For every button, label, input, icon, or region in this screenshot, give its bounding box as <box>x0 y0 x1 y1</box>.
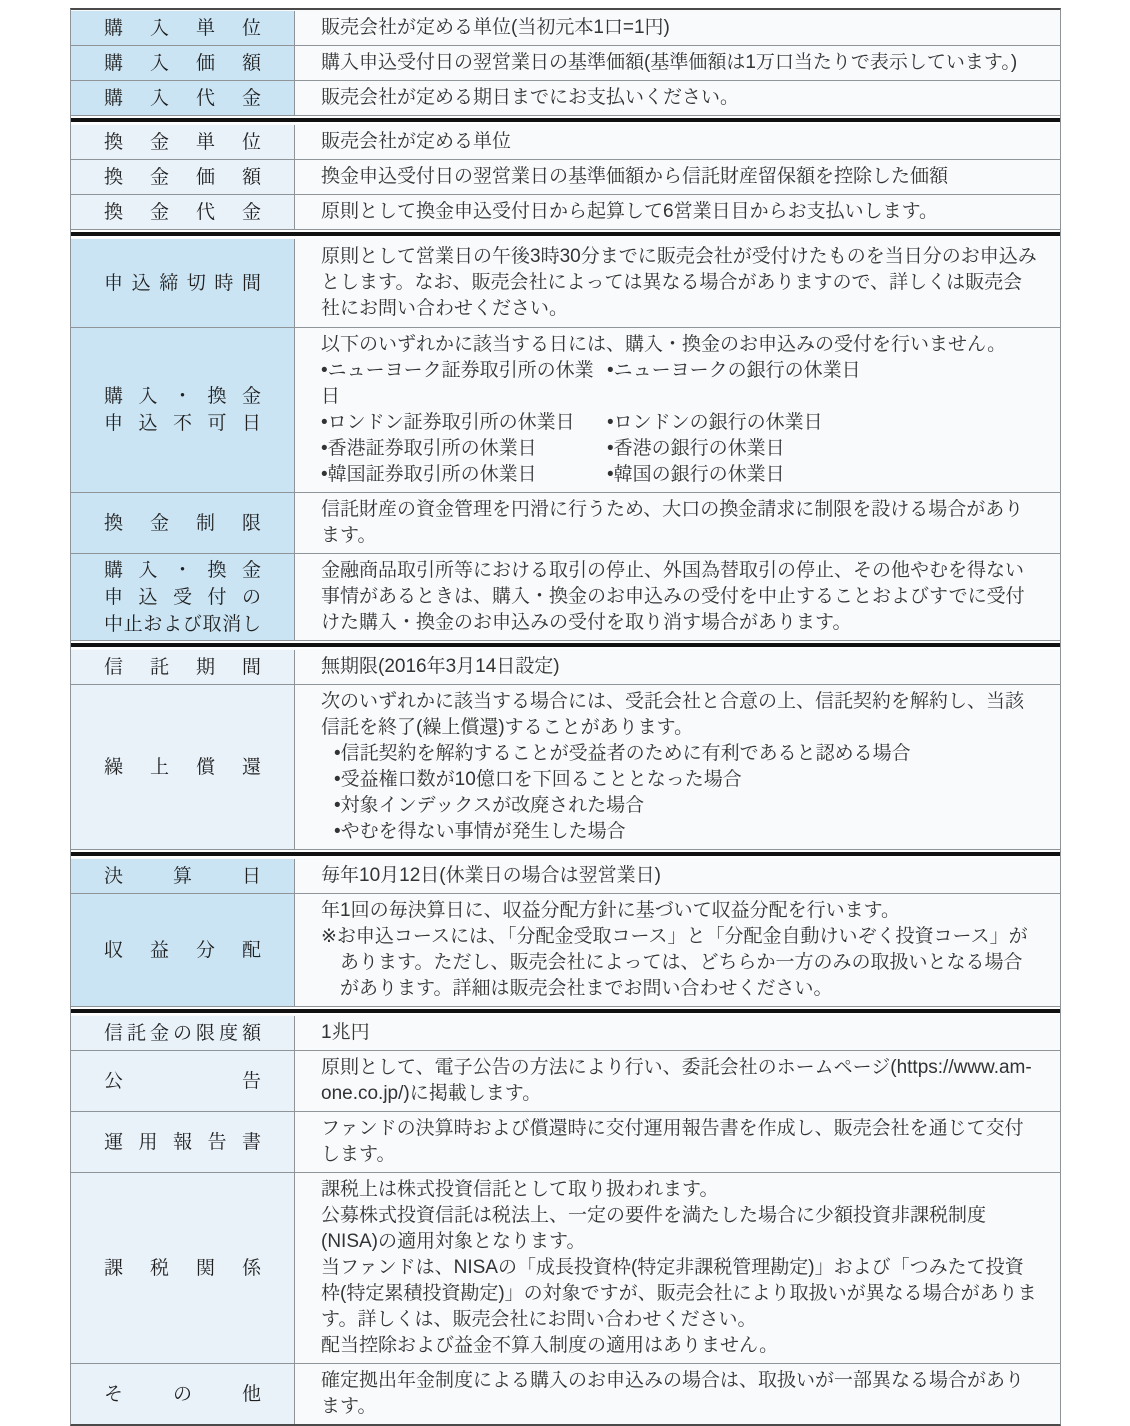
condition-item: •受益権口数が10億口を下回ることとなった場合 <box>334 769 742 790</box>
row-content-settlement-date: 毎年10月12日(休業日の場合は翌営業日) <box>295 859 1060 893</box>
divider-bar <box>71 852 1060 856</box>
divider-bar <box>71 232 1060 236</box>
row-label-trust-limit: 信託金の限度額 <box>71 1016 295 1050</box>
table-row-redemption-unit <box>71 125 1060 160</box>
row-label-redemption-unit: 換金単位 <box>71 125 295 159</box>
row-label-suspension-cancellation: 購入・換金 申込受付の 中止および取消し <box>71 554 295 640</box>
group-trust-period <box>71 649 1060 849</box>
row-content-suspension-cancellation: 金融商品取引所等における取引の停止、外国為替取引の停止、その他やむを得ない事情があるときは、購入・換金のお申込みの受付を中止することおよびすでに受付けた購入・換金のお申込みの受付を取り消す場合があります。 <box>295 554 1060 640</box>
table-row-trust-period <box>71 650 1060 685</box>
holiday-item: •ロンドン証券取引所の休業日 <box>321 412 575 433</box>
row-content-income-distribution: 年1回の毎決算日に、収益分配方針に基づいて収益分配を行います。 ※お申込コースには、「分配金受取コース」と「分配金自動けいぞく投資コース」があります。ただし、販売会社によっては、どちらか一方のみの取扱いとなる場合があります。詳細は販売会社までお問い合わせください。 <box>295 894 1060 1006</box>
row-label-redemption-restriction: 換金制限 <box>71 493 295 553</box>
table-row-purchase-payment <box>71 81 1060 115</box>
group-redemption <box>71 124 1060 229</box>
condition-item: •やむを得ない事情が発生した場合 <box>334 821 626 842</box>
row-content-redemption-price: 換金申込受付日の翌営業日の基準価額から信託財産留保額を控除した価額 <box>295 160 1060 194</box>
row-label-management-report: 運用報告書 <box>71 1112 295 1172</box>
section-divider <box>71 229 1060 238</box>
group-application <box>71 238 1060 640</box>
row-content-public-notice: 原則として、電子公告の方法により行い、委託会社のホームページ(https://www.am-one.co.jp/)に掲載します。 <box>295 1051 1060 1111</box>
divider-bar <box>71 643 1060 647</box>
row-content-early-redemption: 次のいずれかに該当する場合には、受託会社と合意の上、信託契約を解約し、当該信託を終了(繰上償還)することがあります。 •信託契約を解約することが受益者のために有利であると認める場合 •受益権口数が10億口を下回ることとなった場合 •対象インデックスが改廃された場合 •やむを得ない事情が発生した場合 <box>295 685 1060 849</box>
holiday-item: •香港の銀行の休業日 <box>607 438 785 459</box>
row-content-unavailable-days: 以下のいずれかに該当する日には、購入・換金のお申込みの受付を行いません。 •ニューヨーク証券取引所の休業日 •ニューヨークの銀行の休業日 •ロンドン証券取引所の休業日 •ロンドンの銀行の休業日 •香港証券取引所の休業日 •香港の銀行の休業日 •韓国証券取引所の休業日 •韓国の銀行の休業日 <box>295 328 1060 492</box>
table-row-redemption-restriction <box>71 493 1060 554</box>
row-label-early-redemption: 繰上償還 <box>71 685 295 849</box>
row-label-public-notice: 公告 <box>71 1051 295 1111</box>
group-purchase <box>71 10 1060 115</box>
row-content-trust-limit: 1兆円 <box>295 1016 1060 1050</box>
row-label-purchase-price: 購入価額 <box>71 46 295 80</box>
condition-item: •対象インデックスが改廃された場合 <box>334 795 645 816</box>
row-label-purchase-payment: 購入代金 <box>71 81 295 115</box>
row-content-cutoff-time: 原則として営業日の午後3時30分までに販売会社が受付けたものを当日分のお申込みとします。なお、販売会社によっては異なる場合がありますので、詳しくは販売会社にお問い合わせください。 <box>295 239 1060 327</box>
holiday-item: •ニューヨークの銀行の休業日 <box>607 360 861 381</box>
section-divider <box>71 849 1060 858</box>
table-row-early-redemption <box>71 685 1060 849</box>
table-row-suspension-cancellation <box>71 554 1060 640</box>
divider-bar <box>71 118 1060 122</box>
row-label-other: その他 <box>71 1364 295 1424</box>
group-other-terms <box>71 1015 1060 1424</box>
section-divider <box>71 640 1060 649</box>
row-content-redemption-restriction: 信託財産の資金管理を円滑に行うため、大口の換金請求に制限を設ける場合があります。 <box>295 493 1060 553</box>
row-content-management-report: ファンドの決算時および償還時に交付運用報告書を作成し、販売会社を通じて交付します。 <box>295 1112 1060 1172</box>
table-row-purchase-price <box>71 46 1060 81</box>
row-label-income-distribution: 収益分配 <box>71 894 295 1006</box>
row-label-cutoff-time: 申込締切時間 <box>71 239 295 327</box>
row-label-redemption-payment: 換金代金 <box>71 195 295 229</box>
holiday-item: •ロンドンの銀行の休業日 <box>607 412 823 433</box>
row-content-purchase-payment: 販売会社が定める期日までにお支払いください。 <box>295 81 1060 115</box>
row-label-purchase-unit: 購入単位 <box>71 11 295 45</box>
row-content-trust-period: 無期限(2016年3月14日設定) <box>295 650 1060 684</box>
section-divider <box>71 1006 1060 1015</box>
table-row-redemption-payment <box>71 195 1060 229</box>
table-row-purchase-unit <box>71 11 1060 46</box>
holiday-list <box>321 358 1038 488</box>
row-label-settlement-date: 決算日 <box>71 859 295 893</box>
table-row-settlement-date <box>71 859 1060 894</box>
table-row-other <box>71 1364 1060 1424</box>
row-label-taxation: 課税関係 <box>71 1173 295 1363</box>
table-row-redemption-price <box>71 160 1060 195</box>
condition-item: •信託契約を解約することが受益者のために有利であると認める場合 <box>334 743 911 764</box>
table-row-public-notice <box>71 1051 1060 1112</box>
distribution-note: ※お申込コースには、「分配金受取コース」と「分配金自動けいぞく投資コース」があります。ただし、販売会社によっては、どちらか一方のみの取扱いとなる場合があります。詳細は販売会社までお問い合わせください。 <box>321 926 1028 999</box>
row-content-taxation: 課税上は株式投資信託として取り扱われます。 公募株式投資信託は税法上、一定の要件を満たした場合に少額投資非課税制度(NISA)の適用対象となります。 当ファンドは、NISAの「成長投資枠(特定非課税管理勘定)」および「つみたて投資枠(特定累積投資勘定)」の対象ですが、販売会社により取扱いが異なる場合があります。詳しくは、販売会社にお問い合わせください。 配当控除および益金不算入制度の適用はありません。 <box>295 1173 1060 1363</box>
table-row-management-report <box>71 1112 1060 1173</box>
table-row-trust-limit <box>71 1016 1060 1051</box>
early-redemption-conditions <box>321 741 1038 845</box>
table-row-income-distribution <box>71 894 1060 1006</box>
holiday-item: •韓国証券取引所の休業日 <box>321 464 537 485</box>
holiday-item: •韓国の銀行の休業日 <box>607 464 785 485</box>
table-row-cutoff-time <box>71 239 1060 328</box>
row-content-other: 確定拠出年金制度による購入のお申込みの場合は、取扱いが一部異なる場合があります。 <box>295 1364 1060 1424</box>
row-content-redemption-payment: 原則として換金申込受付日から起算して6営業日目からお支払いします。 <box>295 195 1060 229</box>
row-label-trust-period: 信託期間 <box>71 650 295 684</box>
row-content-purchase-price: 購入申込受付日の翌営業日の基準価額(基準価額は1万口当たりで表示しています。) <box>295 46 1060 80</box>
fund-details-table <box>70 8 1061 1426</box>
row-content-redemption-unit: 販売会社が定める単位 <box>295 125 1060 159</box>
section-divider <box>71 115 1060 124</box>
row-content-purchase-unit: 販売会社が定める単位(当初元本1口=1円) <box>295 11 1060 45</box>
divider-bar <box>71 1009 1060 1013</box>
group-settlement <box>71 858 1060 1006</box>
holiday-item: •ニューヨーク証券取引所の休業日 <box>321 360 594 407</box>
table-row-taxation <box>71 1173 1060 1364</box>
table-row-unavailable-days <box>71 328 1060 493</box>
row-label-redemption-price: 換金価額 <box>71 160 295 194</box>
holiday-item: •香港証券取引所の休業日 <box>321 438 537 459</box>
row-label-unavailable-days: 購入・換金 申込不可日 <box>71 328 295 492</box>
